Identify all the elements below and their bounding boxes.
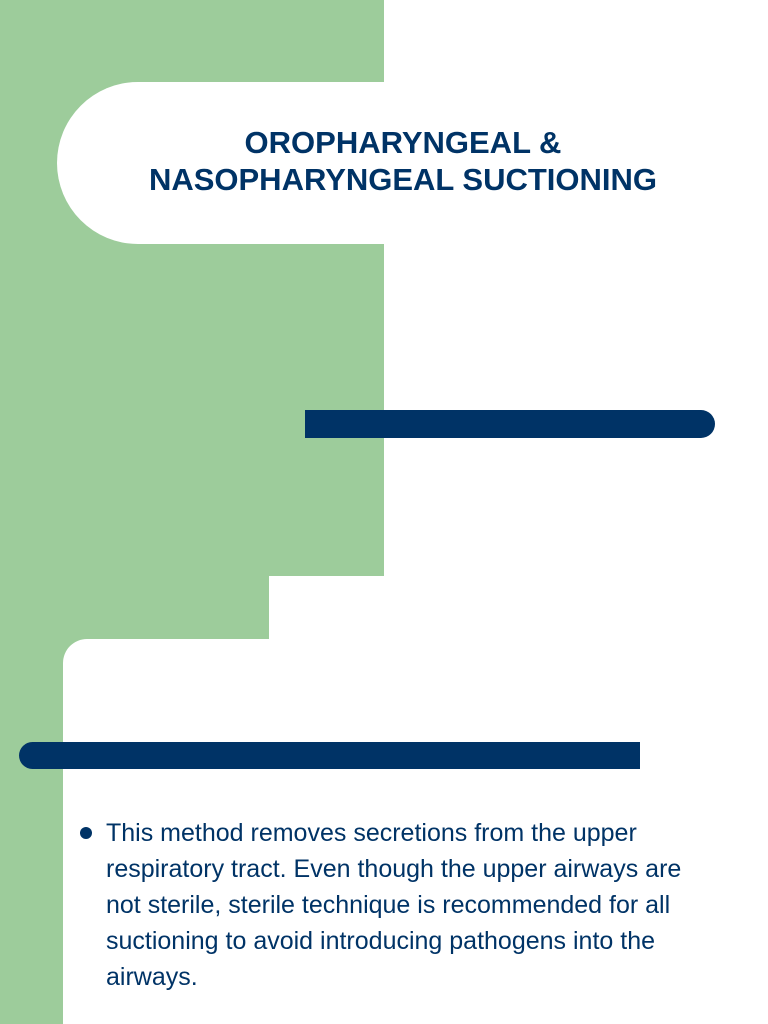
bullet-item bbox=[75, 815, 715, 995]
decorative-bar-upper bbox=[305, 410, 715, 438]
slide-title-line-2: NASOPHARYNGEAL SUCTIONING bbox=[148, 162, 658, 197]
bullet-text: This method removes secretions from the upper respiratory tract. Even though the upper airways are not sterile, sterile technique is recommended for all suctioning to avoid introducing pathogens into the airways. bbox=[106, 819, 682, 991]
bullet-dot-icon bbox=[80, 827, 92, 839]
slide-title bbox=[105, 124, 701, 198]
slide-title-line-1: OROPHARYNGEAL & bbox=[244, 125, 562, 160]
bullet-list bbox=[75, 815, 715, 995]
decorative-bar-lower bbox=[19, 742, 640, 769]
